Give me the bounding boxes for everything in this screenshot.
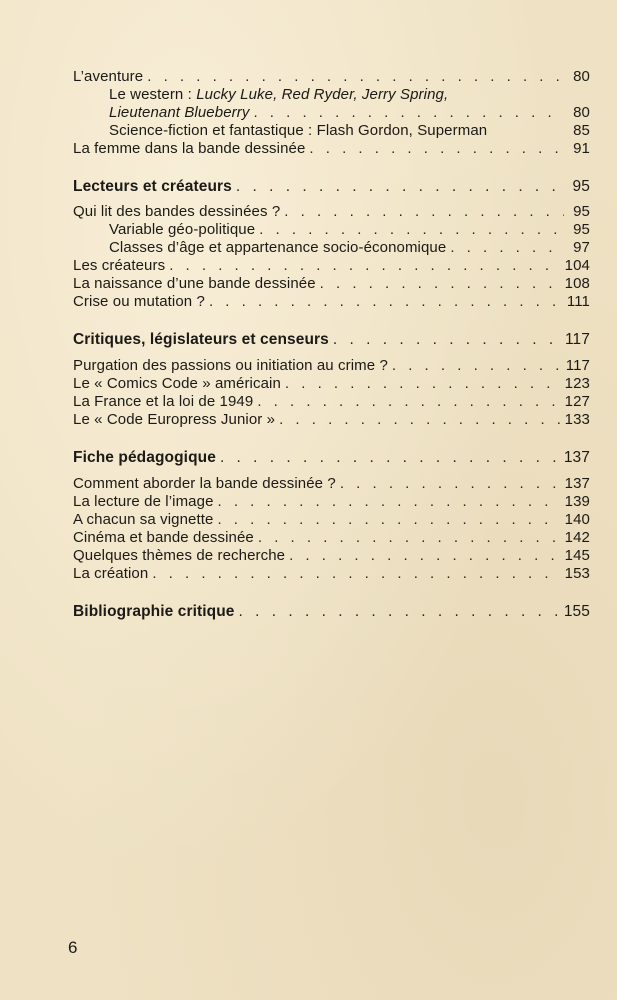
toc-entry-label-italic: Lieutenant Blueberry [109, 104, 250, 121]
toc-entry-label: Les créateurs [73, 257, 166, 274]
toc-section-heading [73, 449, 590, 467]
toc-entry-label: Variable géo-politique [109, 221, 256, 238]
toc-entry-label: L’aventure [73, 68, 144, 85]
toc-section-page: 155 [563, 603, 590, 620]
toc-entry-label: Le western : Lucky Luke, Red Ryder, Jerry Spring, [109, 86, 449, 103]
toc-entry-page: 111 [566, 293, 590, 310]
toc-entry [73, 275, 590, 293]
toc-entry-page: 133 [564, 411, 590, 428]
toc-entry-page: 104 [564, 257, 590, 274]
dot-leader [258, 529, 561, 547]
toc-entry-label: La création [73, 565, 149, 582]
dot-leader [239, 603, 560, 621]
toc-entry [73, 493, 590, 511]
dot-leader [285, 375, 561, 393]
toc-section-page: 117 [564, 331, 590, 348]
toc-section-label: Fiche pédagogique [73, 449, 216, 466]
page-number: 6 [68, 938, 78, 957]
toc-entry [73, 357, 590, 375]
toc-entry-label: Crise ou mutation ? [73, 293, 205, 310]
dot-leader [220, 449, 560, 467]
toc-entry-label [109, 104, 249, 122]
toc-section-heading [73, 603, 590, 621]
toc-entry [73, 68, 590, 86]
toc-entry-label: La lecture de l’image [73, 493, 214, 510]
toc-entry-label: Qui lit des bandes dessinées ? [73, 203, 281, 220]
dot-leader [217, 511, 560, 529]
toc-entry [73, 293, 590, 311]
dot-leader [450, 239, 564, 257]
toc-section-label: Critiques, législateurs et censeurs [73, 331, 329, 348]
toc-entry-page: 80 [573, 68, 590, 85]
toc-entry [73, 239, 590, 257]
toc-entry-label: Le « Code Europress Junior » [73, 411, 276, 428]
toc-entry-page: 137 [564, 475, 590, 492]
dot-leader [309, 140, 564, 158]
toc-entry [73, 411, 590, 429]
toc-entry-page: 85 [573, 122, 590, 139]
dot-leader [392, 357, 562, 375]
toc-entry-page: 140 [564, 511, 590, 528]
toc-entry-label: Quelques thèmes de recherche [73, 547, 286, 564]
toc-section-heading [73, 178, 590, 196]
toc-entry [73, 529, 590, 547]
dot-leader [253, 104, 564, 122]
toc-section-label: Bibliographie critique [73, 603, 235, 620]
table-of-contents [73, 68, 590, 621]
toc-entry-page: 117 [565, 357, 590, 374]
toc-entry-page: 97 [573, 239, 590, 256]
toc-entry-label: La femme dans la bande dessinée [73, 140, 306, 157]
toc-entry-label: A chacun sa vignette [73, 511, 214, 528]
toc-entry-label: Le « Comics Code » américain [73, 375, 281, 392]
toc-entry [73, 203, 590, 221]
dot-leader [209, 293, 563, 311]
toc-entry [73, 475, 590, 493]
toc-entry [73, 375, 590, 393]
toc-entry [73, 104, 590, 122]
toc-entry [73, 221, 590, 239]
dot-leader [147, 68, 564, 86]
toc-entry-page: 91 [573, 140, 590, 157]
toc-entry-page: 139 [564, 493, 590, 510]
toc-entry-page: 123 [564, 375, 590, 392]
dot-leader [259, 221, 564, 239]
toc-entry-label: Science-fiction et fantastique : Flash Gordon, Superman [109, 122, 488, 139]
toc-entry-page: 95 [573, 221, 590, 238]
dot-leader [257, 393, 560, 411]
dot-leader [320, 275, 561, 293]
dot-leader [169, 257, 560, 275]
toc-entry [73, 393, 590, 411]
dot-leader [340, 475, 561, 493]
toc-entry [73, 565, 590, 583]
toc-entry-page: 80 [573, 104, 590, 121]
toc-entry-label: Purgation des passions ou initiation au crime ? [73, 357, 388, 374]
toc-section-page: 95 [572, 178, 590, 195]
dot-leader [152, 565, 560, 583]
toc-entry-page: 153 [564, 565, 590, 582]
toc-entry-page: 127 [564, 393, 590, 410]
toc-entry-label: La France et la loi de 1949 [73, 393, 254, 410]
toc-section-page: 137 [563, 449, 590, 466]
toc-section-label: Lecteurs et créateurs [73, 178, 232, 195]
dot-leader [289, 547, 561, 565]
toc-entry [73, 86, 590, 104]
toc-entry [73, 511, 590, 529]
toc-entry-page: 145 [564, 547, 590, 564]
toc-entry-label: Classes d’âge et appartenance socio-économique [109, 239, 447, 256]
toc-entry-label: Comment aborder la bande dessinée ? [73, 475, 336, 492]
toc-entry [73, 140, 590, 158]
dot-leader [218, 493, 561, 511]
dot-leader [284, 203, 564, 221]
dot-leader [236, 178, 564, 196]
toc-entry [73, 547, 590, 565]
toc-entry-label: La naissance d’une bande dessinée [73, 275, 316, 292]
dot-leader [279, 411, 561, 429]
toc-entry-page: 108 [564, 275, 590, 292]
toc-entry-label: Cinéma et bande dessinée [73, 529, 254, 546]
toc-section-heading [73, 331, 590, 349]
toc-entry [73, 257, 590, 275]
toc-entry-page: 95 [573, 203, 590, 220]
dot-leader [333, 331, 561, 349]
toc-entry-page: 142 [564, 529, 590, 546]
toc-entry [73, 122, 590, 140]
